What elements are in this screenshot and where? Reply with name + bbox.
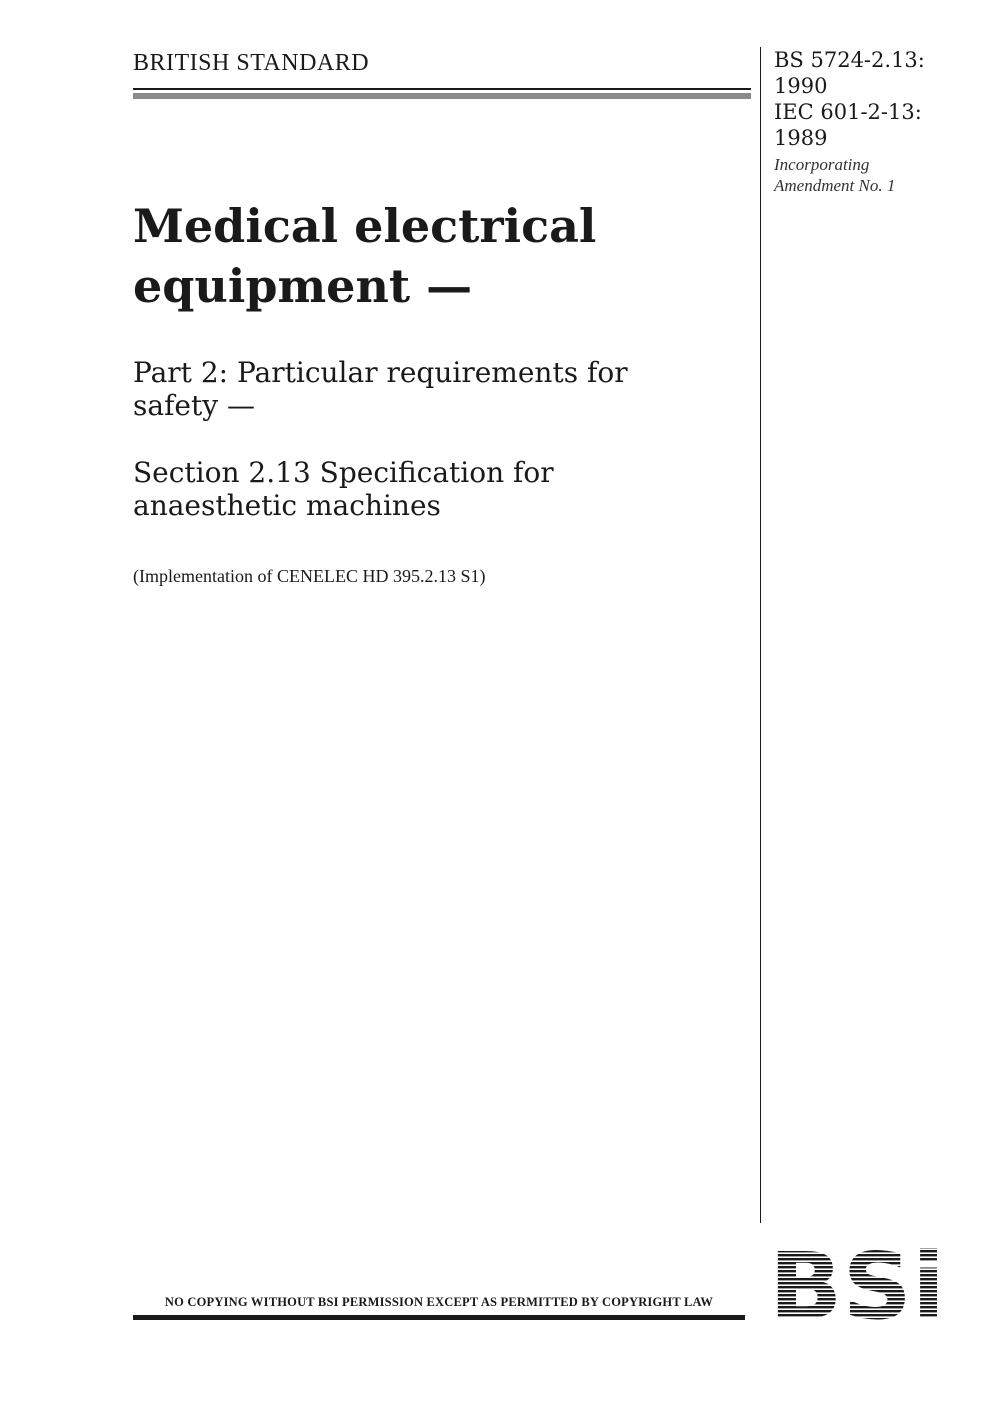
iec-number-line2: 1989 [774,126,828,150]
section-line2: anaesthetic machines [133,489,441,522]
iec-number-line1: IEC 601-2-13: [774,100,922,124]
part-line2: safety — [133,389,255,422]
vertical-divider [760,47,761,1223]
section-line1: Section 2.13 Specification for [133,456,554,489]
implementation-note: (Implementation of CENELEC HD 395.2.13 S1) [133,566,486,586]
amendment-note [774,154,895,196]
title-line2: equipment — [133,259,473,313]
header-rule-thin [133,88,751,90]
amendment-line2: Amendment No. 1 [774,176,896,195]
bsi-logo [768,1242,946,1322]
copyright-notice: NO COPYING WITHOUT BSI PERMISSION EXCEPT AS PERMITTED BY COPYRIGHT LAW [164,1295,714,1309]
header-label: BRITISH STANDARD [133,50,370,76]
header-rule-grey [133,93,751,99]
part-title [133,356,743,422]
bs-number-line1: BS 5724-2.13: [774,48,925,72]
iec-standard-number [774,99,922,151]
bs-number-line2: 1990 [774,74,828,98]
document-title [133,196,743,316]
footer-rule [133,1315,745,1320]
bs-standard-number [774,47,925,99]
amendment-line1: Incorporating [774,155,870,174]
section-title [133,456,743,522]
title-line1: Medical electrical [133,199,597,253]
part-line1: Part 2: Particular requirements for [133,356,628,389]
